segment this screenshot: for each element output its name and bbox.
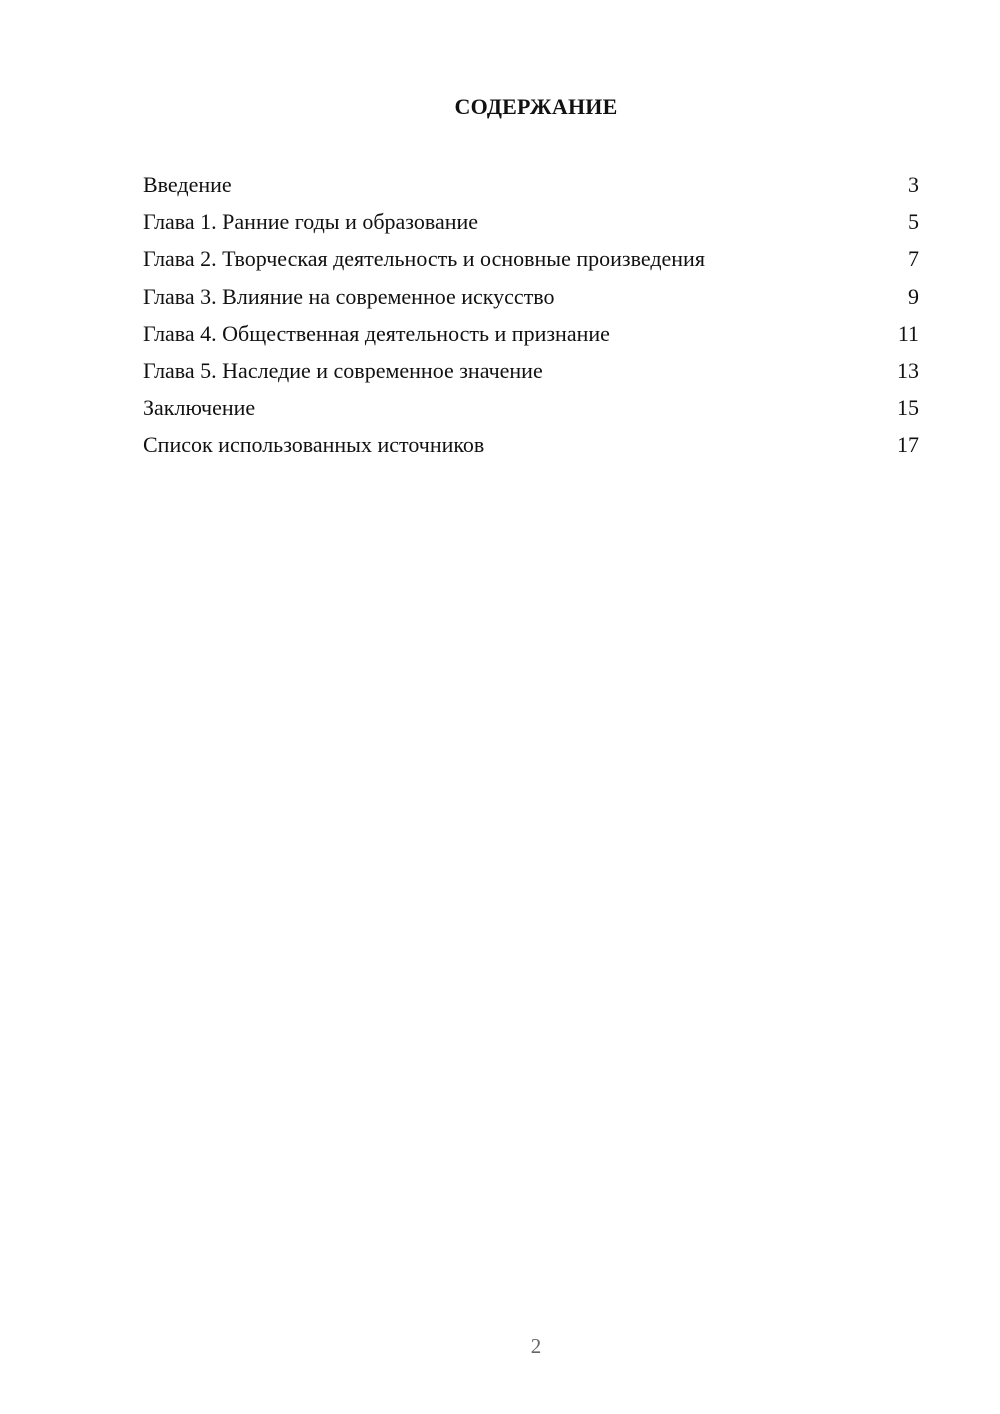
toc-entry-chapter-1 [143, 207, 919, 244]
table-of-contents [143, 170, 919, 468]
toc-entry-chapter-4 [143, 319, 919, 356]
toc-entry-page-number: 9 [908, 283, 919, 309]
page-number: 2 [530, 1334, 542, 1358]
toc-entry-page-number: 7 [908, 246, 919, 272]
toc-entry-page-number: 3 [908, 172, 919, 197]
toc-entry-title: Глава 1. Ранние годы и образование [143, 209, 479, 235]
toc-entry-chapter-2 [143, 244, 919, 281]
toc-entry-page-number: 5 [908, 209, 919, 235]
toc-entry-chapter-3 [143, 282, 919, 319]
toc-entry-page-number: 11 [897, 320, 919, 346]
toc-entry-title: Глава 4. Общественная деятельность и признание [143, 320, 610, 346]
toc-entry-title: Глава 3. Влияние на современное искусство [143, 283, 555, 309]
toc-entry-chapter-5 [143, 356, 919, 393]
toc-entry-references [143, 430, 919, 467]
toc-entry-title: Введение [143, 172, 232, 197]
toc-entry-title: Заключение [143, 395, 256, 421]
toc-entry-page-number: 13 [897, 357, 919, 383]
toc-entry-page-number: 17 [897, 432, 919, 458]
toc-entry-title: Глава 2. Творческая деятельность и основные произведения [143, 246, 705, 272]
toc-entry-introduction [143, 170, 919, 207]
toc-entry-page-number: 15 [897, 395, 919, 421]
toc-entry-title: Список использованных источников [143, 432, 485, 458]
toc-heading: СОДЕРЖАНИЕ [454, 94, 618, 119]
toc-entry-title: Глава 5. Наследие и современное значение [143, 357, 543, 383]
toc-entry-conclusion [143, 393, 919, 430]
